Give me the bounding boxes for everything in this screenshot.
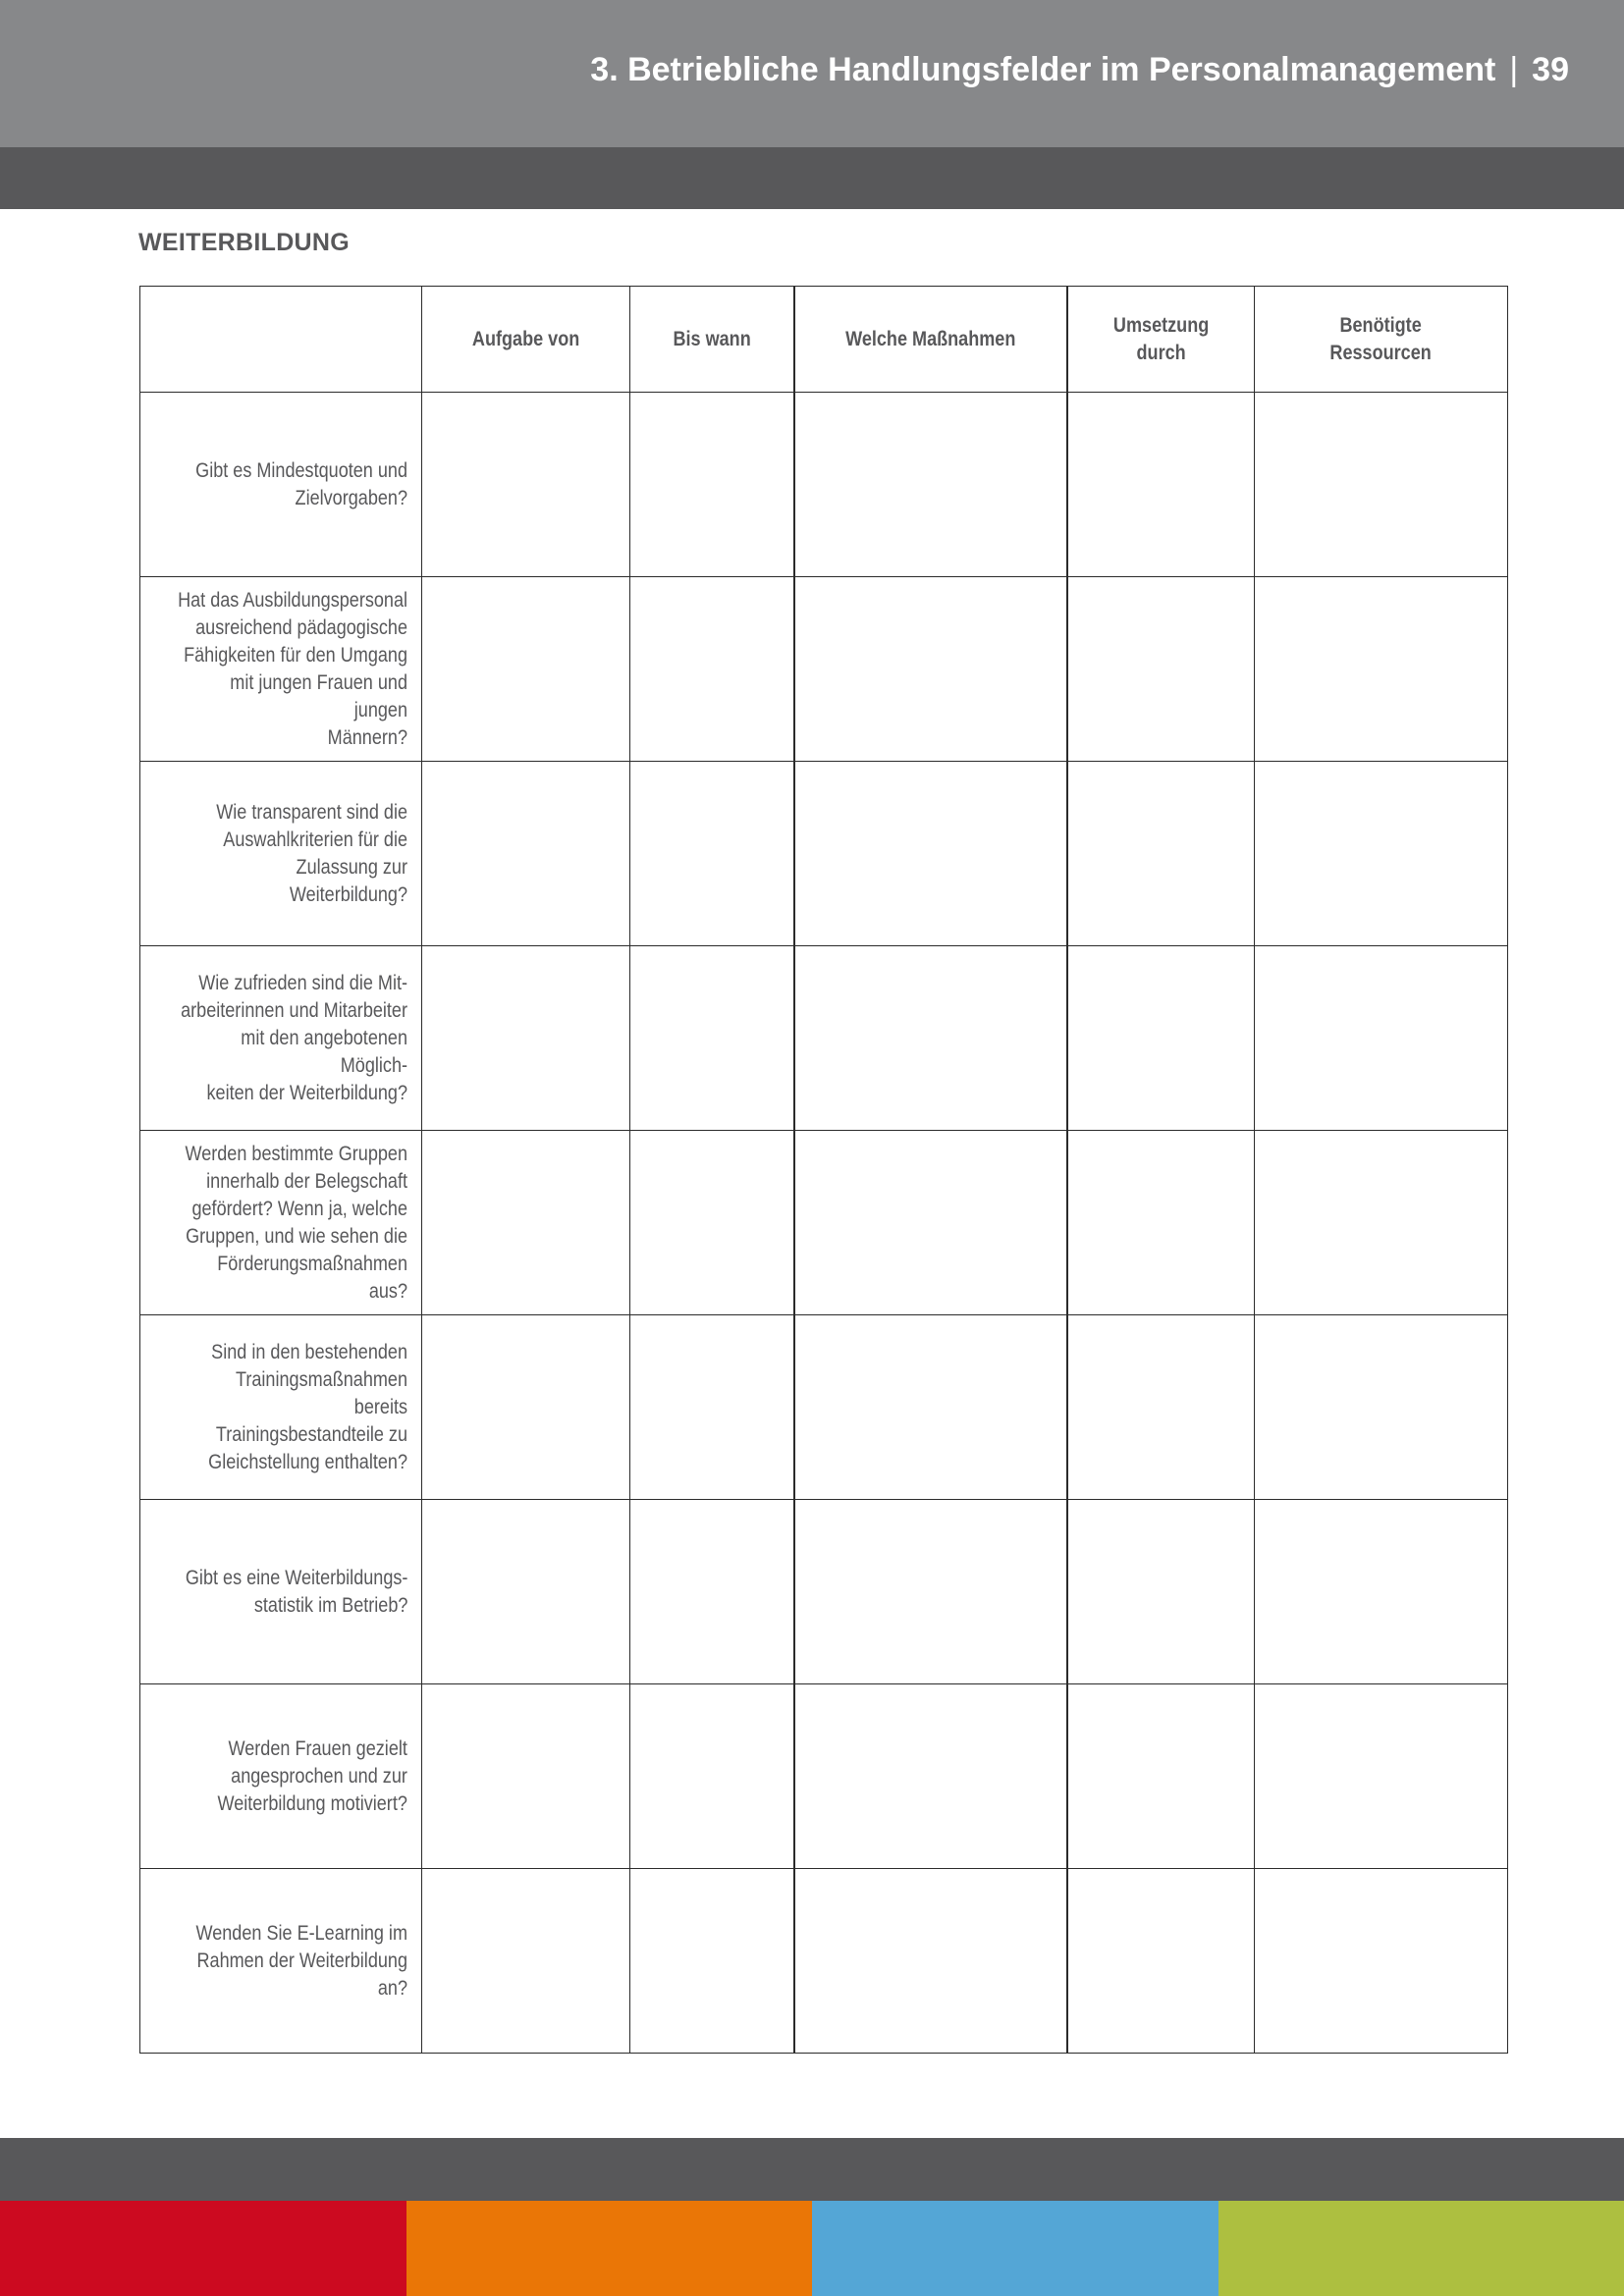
table-row	[140, 1131, 1508, 1315]
footer-bar-red	[0, 2201, 406, 2296]
header-separator: |	[1509, 51, 1519, 88]
bis-wann-cell[interactable]	[630, 577, 794, 762]
chapter-title: 3. Betriebliche Handlungsfelder im Personalmanagement	[590, 51, 1496, 88]
massnahmen-cell[interactable]	[794, 946, 1067, 1131]
massnahmen-cell[interactable]	[794, 1500, 1067, 1684]
aufgabe-von-cell[interactable]	[422, 1315, 630, 1500]
ressourcen-cell[interactable]	[1255, 1315, 1508, 1500]
table-row	[140, 577, 1508, 762]
aufgabe-von-cell[interactable]	[422, 762, 630, 946]
aufgabe-von-cell[interactable]	[422, 393, 630, 577]
table-row	[140, 393, 1508, 577]
header-cell-aufgabe: Aufgabe von	[422, 287, 630, 393]
question-cell	[140, 577, 422, 762]
ressourcen-cell[interactable]	[1255, 946, 1508, 1131]
question-cell	[140, 393, 422, 577]
question-cell	[140, 946, 422, 1131]
umsetzung-cell[interactable]	[1067, 762, 1255, 946]
massnahmen-cell[interactable]	[794, 577, 1067, 762]
page-number: 39	[1532, 51, 1569, 88]
bis-wann-cell[interactable]	[630, 1500, 794, 1684]
aufgabe-von-cell[interactable]	[422, 1684, 630, 1869]
question-text: Sind in den bestehenden Trainingsmaßnahmen bereits Trainingsbestandteile zu Gleichstellung enthalten?	[208, 1340, 407, 1473]
footer-bar-green	[1218, 2201, 1624, 2296]
bis-wann-cell[interactable]	[630, 1869, 794, 2054]
table-row	[140, 1500, 1508, 1684]
aufgabe-von-cell[interactable]	[422, 946, 630, 1131]
question-text: Werden bestimmte Gruppen innerhalb der Belegschaft gefördert? Wenn ja, welche Gruppen, und wie sehen die Förderungsmaßnahmen aus?	[185, 1142, 407, 1303]
umsetzung-cell[interactable]	[1067, 1315, 1255, 1500]
umsetzung-cell[interactable]	[1067, 577, 1255, 762]
massnahmen-cell[interactable]	[794, 1684, 1067, 1869]
bis-wann-cell[interactable]	[630, 1315, 794, 1500]
bis-wann-cell[interactable]	[630, 762, 794, 946]
massnahmen-cell[interactable]	[794, 1869, 1067, 2054]
ressourcen-cell[interactable]	[1255, 393, 1508, 577]
header-cell-empty	[140, 287, 422, 393]
question-text: Wenden Sie E-Learning im Rahmen der Weiterbildung an?	[195, 1921, 407, 2000]
header-cell-ressourcen: Benötigte Ressourcen	[1255, 287, 1508, 393]
question-text: Wie transparent sind die Auswahlkriterien für die Zulassung zur Weiterbildung?	[216, 800, 407, 906]
header-bar	[0, 0, 1624, 147]
table-row	[140, 946, 1508, 1131]
aufgabe-von-cell[interactable]	[422, 1500, 630, 1684]
table-row	[140, 1684, 1508, 1869]
question-text: Werden Frauen gezielt angesprochen und zur Weiterbildung motiviert?	[217, 1736, 407, 1815]
ressourcen-cell[interactable]	[1255, 1131, 1508, 1315]
question-cell	[140, 1869, 422, 2054]
planning-table	[139, 286, 1508, 2054]
umsetzung-cell[interactable]	[1067, 393, 1255, 577]
umsetzung-cell[interactable]	[1067, 1131, 1255, 1315]
bis-wann-cell[interactable]	[630, 1684, 794, 1869]
bis-wann-cell[interactable]	[630, 946, 794, 1131]
footer-bar-blue	[812, 2201, 1218, 2296]
footer-bar-orange	[406, 2201, 812, 2296]
bis-wann-cell[interactable]	[630, 1131, 794, 1315]
question-cell	[140, 1684, 422, 1869]
aufgabe-von-cell[interactable]	[422, 1869, 630, 2054]
question-cell	[140, 1131, 422, 1315]
section-title: WEITERBILDUNG	[138, 229, 350, 256]
ressourcen-cell[interactable]	[1255, 577, 1508, 762]
question-text: Gibt es Mindestquoten und Zielvorgaben?	[195, 458, 407, 509]
bis-wann-cell[interactable]	[630, 393, 794, 577]
header-cell-bis-wann: Bis wann	[630, 287, 794, 393]
table-row	[140, 762, 1508, 946]
question-text: Hat das Ausbildungspersonal ausreichend pädagogische Fähigkeiten für den Umgang mit jungen Frauen und jungen Männern?	[178, 588, 408, 749]
massnahmen-cell[interactable]	[794, 393, 1067, 577]
umsetzung-cell[interactable]	[1067, 1684, 1255, 1869]
table-row	[140, 1869, 1508, 2054]
massnahmen-cell[interactable]	[794, 762, 1067, 946]
ressourcen-cell[interactable]	[1255, 1500, 1508, 1684]
question-cell	[140, 1315, 422, 1500]
massnahmen-cell[interactable]	[794, 1315, 1067, 1500]
aufgabe-von-cell[interactable]	[422, 1131, 630, 1315]
question-cell	[140, 762, 422, 946]
table-row	[140, 1315, 1508, 1500]
question-cell	[140, 1500, 422, 1684]
ressourcen-cell[interactable]	[1255, 762, 1508, 946]
umsetzung-cell[interactable]	[1067, 1869, 1255, 2054]
ressourcen-cell[interactable]	[1255, 1684, 1508, 1869]
page-header	[590, 51, 1569, 89]
umsetzung-cell[interactable]	[1067, 946, 1255, 1131]
header-band	[0, 147, 1624, 209]
massnahmen-cell[interactable]	[794, 1131, 1067, 1315]
question-text: Wie zufrieden sind die Mit- arbeiterinnen und Mitarbeiter mit den angebotenen Möglich- keiten der Weiterbildung?	[181, 971, 407, 1104]
question-text: Gibt es eine Weiterbildungs- statistik im Betrieb?	[185, 1566, 407, 1617]
header-cell-umsetzung: Umsetzung durch	[1067, 287, 1255, 393]
table-header-row	[140, 287, 1508, 393]
aufgabe-von-cell[interactable]	[422, 577, 630, 762]
footer-band	[0, 2138, 1624, 2201]
umsetzung-cell[interactable]	[1067, 1500, 1255, 1684]
ressourcen-cell[interactable]	[1255, 1869, 1508, 2054]
header-cell-massnahmen: Welche Maßnahmen	[794, 287, 1067, 393]
